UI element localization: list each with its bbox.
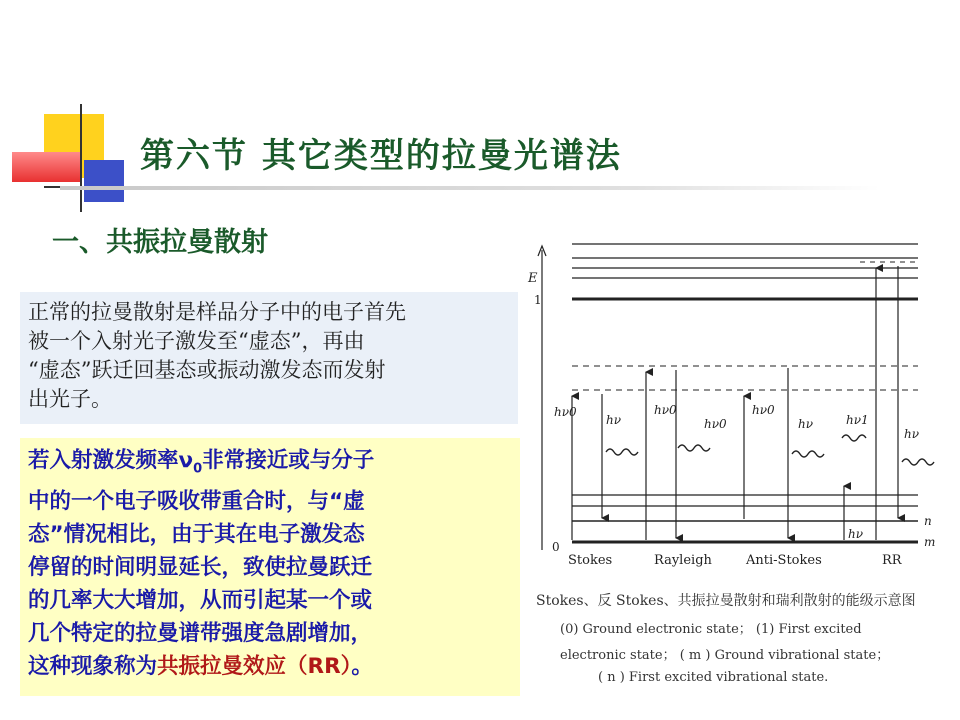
energy-axis-label: E: [528, 271, 538, 286]
photon-label: hν: [904, 427, 920, 441]
photon-label: hν: [848, 527, 864, 541]
diagram-caption-line: (0) Ground electronic state； (1) First excited: [560, 622, 862, 637]
energy-level-diagram: [526, 238, 946, 578]
level-n-label: n: [924, 514, 932, 528]
deco-blue-square: [84, 160, 124, 202]
photon-label: hν0: [704, 417, 727, 431]
diagram-caption-line: electronic state； ( m ) Ground vibrational state；: [560, 648, 890, 663]
photon-label: hν0: [554, 405, 577, 419]
level-0-label: 0: [552, 540, 560, 554]
normal-raman-line: 出光子。: [28, 387, 112, 411]
diagram-caption-title: Stokes、反 Stokes、共振拉曼散射和瑞利散射的能级示意图: [536, 593, 916, 609]
column-label-rayleigh: Rayleigh: [654, 553, 712, 568]
normal-raman-line: 被一个入射光子激发至“虚态”，再由: [28, 329, 365, 353]
resonance-line: 中的一个电子吸收带重合时，与“虚: [28, 489, 365, 515]
deco-vertical-line: [80, 104, 82, 212]
photon-wave-icon: [678, 445, 710, 451]
photon-label: hν0: [654, 403, 677, 417]
title-underline: [60, 186, 880, 190]
resonance-line7-after: 。: [351, 654, 373, 680]
resonance-line: 几个特定的拉曼谱带强度急剧增加，: [28, 621, 373, 647]
resonance-line: [28, 650, 516, 683]
column-label-stokes: Stokes: [568, 553, 613, 568]
normal-raman-box: [20, 292, 518, 424]
section-subtitle: 一、共振拉曼散射: [52, 227, 268, 258]
resonance-line: 的几率大大增加，从而引起某一个或: [28, 588, 373, 614]
normal-raman-line: 正常的拉曼散射是样品分子中的电子首先: [28, 300, 406, 324]
resonance-line: 停留的时间明显延长，致使拉曼跃迁: [28, 555, 373, 581]
resonance-line: [28, 444, 516, 485]
nu-symbol: ν: [178, 448, 194, 473]
photon-wave-icon: [842, 435, 866, 441]
diagram-caption-line: ( n ) First excited vibrational state.: [598, 670, 829, 685]
resonance-line1-before: 若入射激发频率: [28, 448, 179, 473]
column-label-rr: RR: [882, 553, 902, 568]
column-label-antistokes: Anti-Stokes: [746, 553, 822, 568]
resonance-raman-box: [20, 438, 520, 696]
photon-label: hν: [606, 413, 622, 427]
nu-subscript: 0: [193, 461, 203, 477]
resonance-line7-before: 这种现象称为: [28, 654, 158, 680]
deco-red-bar: [12, 152, 82, 182]
level-m-label: m: [924, 535, 936, 549]
level-1-label: 1: [534, 293, 542, 307]
photon-wave-icon: [902, 459, 934, 465]
resonance-line1-after: 非常接近或与分子: [202, 448, 375, 473]
page-title: 第六节 其它类型的拉曼光谱法: [140, 136, 622, 176]
resonance-effect-highlight: 共振拉曼效应（RR）: [157, 654, 352, 680]
photon-label: hν0: [752, 403, 775, 417]
normal-raman-line: “虚态”跃迁回基态或振动激发态而发射: [28, 358, 386, 382]
photon-label: hν: [798, 417, 814, 431]
resonance-line: 态”情况相比，由于其在电子激发态: [28, 522, 365, 548]
photon-wave-icon: [792, 451, 824, 457]
photon-wave-icon: [606, 449, 638, 455]
photon-label: hν1: [846, 413, 869, 427]
